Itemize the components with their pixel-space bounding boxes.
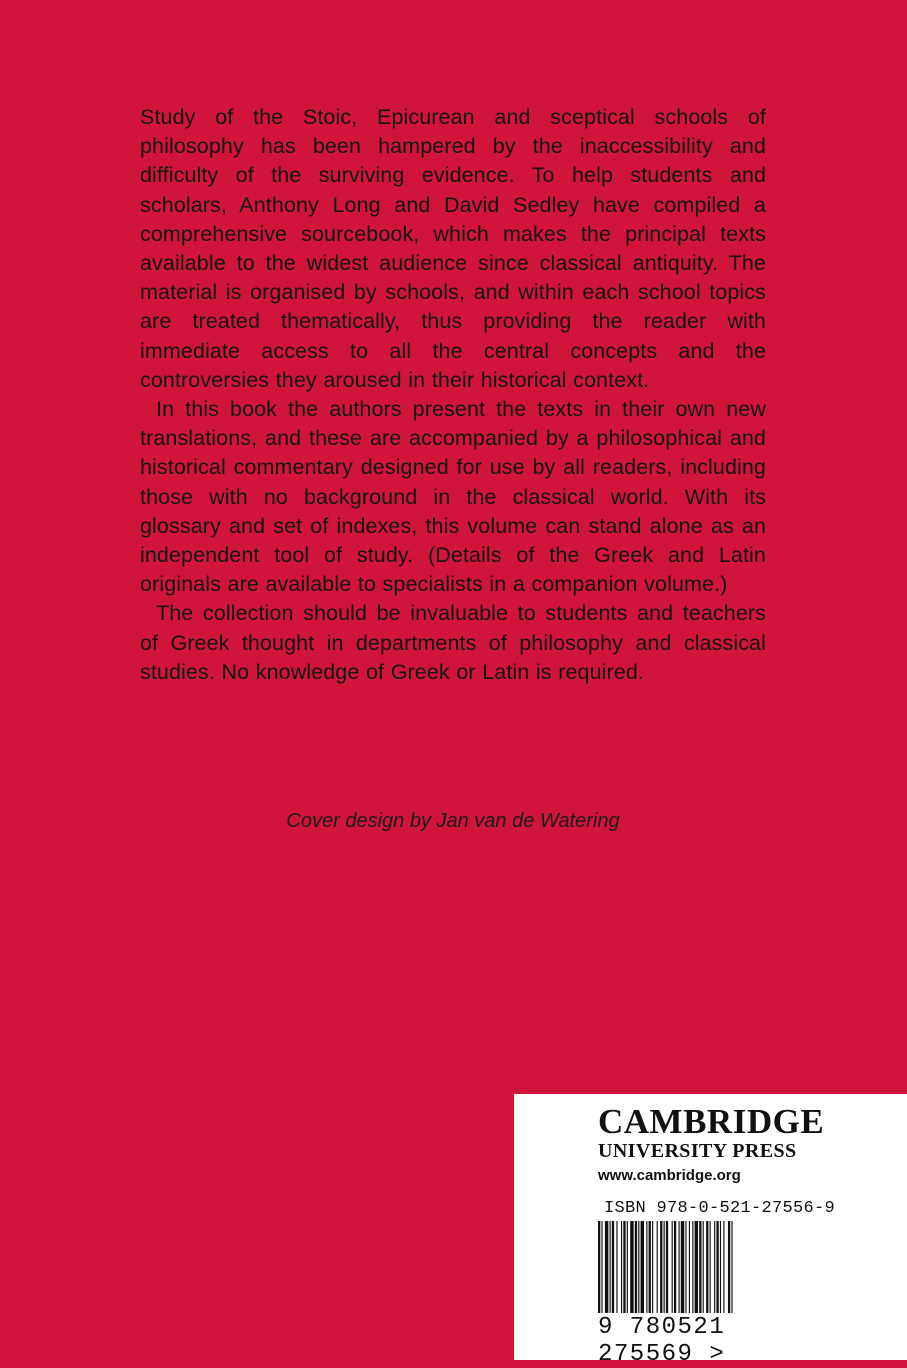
publisher-label-box bbox=[514, 1094, 907, 1368]
barcode-bar bbox=[610, 1221, 611, 1313]
barcode-bar bbox=[652, 1221, 653, 1313]
barcode-bar bbox=[638, 1221, 639, 1313]
barcode-bar bbox=[601, 1221, 602, 1313]
barcode-bar bbox=[714, 1221, 715, 1313]
barcode-digits: 9 780521 275569 > bbox=[598, 1314, 726, 1368]
barcode-bar bbox=[616, 1221, 617, 1313]
barcode-bar bbox=[672, 1221, 673, 1313]
barcode-bar bbox=[660, 1221, 662, 1313]
barcode-bar bbox=[635, 1221, 637, 1313]
barcode-bar bbox=[598, 1221, 600, 1313]
barcode-bar bbox=[612, 1221, 614, 1313]
isbn-number: ISBN 978-0-521-27556-9 bbox=[604, 1199, 836, 1218]
barcode-bar bbox=[641, 1221, 644, 1313]
barcode-bar bbox=[666, 1221, 668, 1313]
barcode-bar bbox=[657, 1221, 658, 1313]
barcode-bar bbox=[627, 1221, 628, 1313]
barcode-bar bbox=[728, 1221, 730, 1313]
barcode-bar bbox=[692, 1221, 693, 1313]
blurb-paragraph-3: The collection should be invaluable to students and teachers of Greek thought in departments of philosophy and classical studies. No knowledge of Greek or Latin is required. bbox=[140, 601, 766, 684]
barcode-icon bbox=[598, 1221, 824, 1313]
publisher-press: UNIVERSITY PRESS bbox=[598, 1140, 797, 1162]
publisher-url: www.cambridge.org bbox=[598, 1167, 741, 1184]
barcode-bar bbox=[605, 1221, 608, 1313]
barcode-bar bbox=[699, 1221, 701, 1313]
cover-design-credit: Cover design by Jan van de Watering bbox=[286, 810, 620, 832]
barcode-bar bbox=[646, 1221, 647, 1313]
barcode-bar bbox=[706, 1221, 708, 1313]
barcode-bar bbox=[723, 1221, 724, 1313]
barcode-bar bbox=[720, 1221, 721, 1313]
back-cover-blurb bbox=[140, 103, 766, 687]
barcode-bar bbox=[710, 1221, 711, 1313]
barcode-bar bbox=[685, 1221, 686, 1313]
publisher-name: CAMBRIDGE bbox=[598, 1102, 825, 1141]
blurb-paragraph-1: Study of the Stoic, Epicurean and sceptical schools of philosophy has been hampered by the inaccessibility and difficulty of the surviving evidence. To help students and scholars, Anthony Long and David Sedley have compiled a comprehensive sourcebook, which makes the principal texts available to the widest audience since classical antiquity. The material is organised by schools, and within each school topics are treated thematically, thus providing the reader with immediate access to all the central concepts and the controversies they aroused in their historical context. bbox=[140, 105, 766, 392]
barcode-bar bbox=[689, 1221, 690, 1313]
barcode-bar bbox=[681, 1221, 684, 1313]
barcode-bar bbox=[731, 1221, 732, 1313]
barcode-bar bbox=[630, 1221, 633, 1313]
barcode-bar bbox=[623, 1221, 625, 1313]
barcode-bar bbox=[621, 1221, 622, 1313]
barcode-bar bbox=[703, 1221, 704, 1313]
blurb-paragraph-2: In this book the authors present the texts in their own new translations, and these are accompanied by a philosophical and historical commentary designed for use by all readers, including those with no background in the classical world. With its glossary and set of indexes, this volume can stand alone as an independent tool of study. (Details of the Greek and Latin originals are available to specialists in a companion volume.) bbox=[140, 397, 766, 597]
barcode-bar bbox=[695, 1221, 698, 1313]
barcode-bar bbox=[716, 1221, 718, 1313]
barcode-bar bbox=[679, 1221, 680, 1313]
barcode-bar bbox=[649, 1221, 651, 1313]
barcode-bar bbox=[664, 1221, 665, 1313]
barcode-bar bbox=[674, 1221, 676, 1313]
